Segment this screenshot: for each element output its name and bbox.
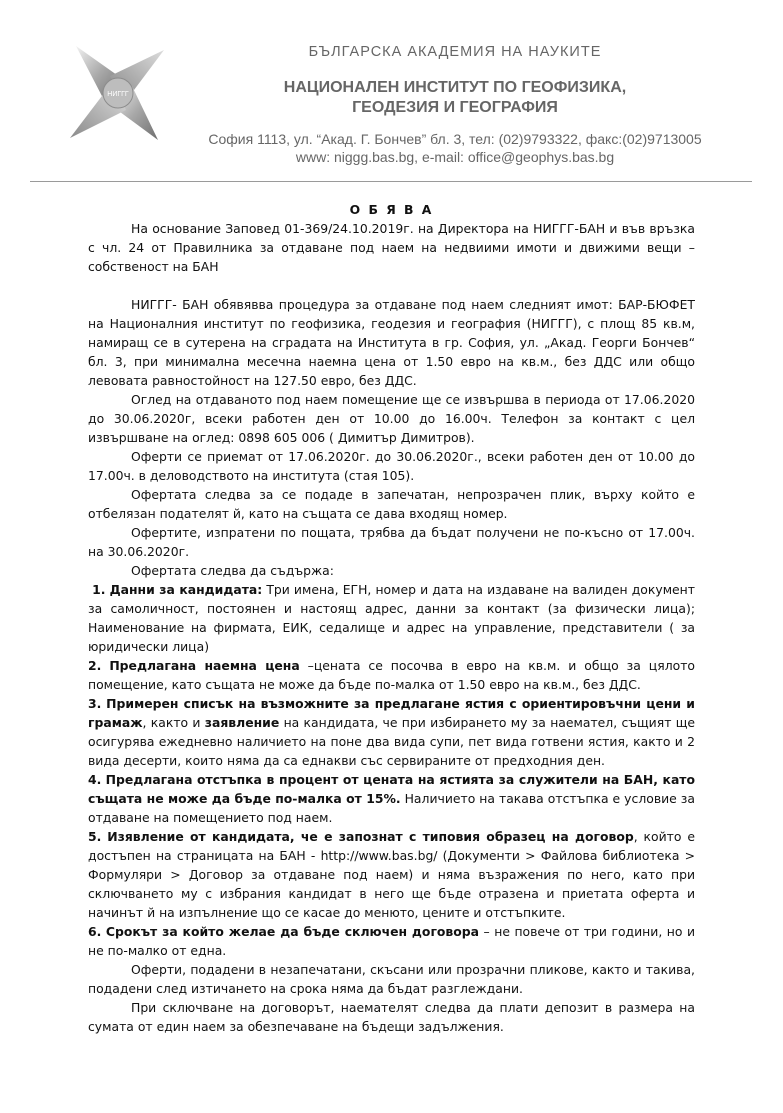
- institute-contacts: [170, 130, 740, 166]
- list-item-1-heading: Данни за кандидата:: [109, 582, 263, 597]
- list-item-3: [88, 694, 695, 770]
- announcement-body: [88, 200, 695, 1036]
- list-item-6: [88, 922, 695, 960]
- list-item-2: [88, 656, 695, 694]
- list-item-3-heading-2: заявление: [204, 715, 280, 730]
- list-item-4-text: Наличието на такава отстъпка е условие за отдаване на помещението под наем.: [88, 791, 695, 825]
- paragraph-envelope: Офертата следва за се подаде в запечатан, непрозрачен плик, върху който е отбелязан подателят й, като на същата се дава входящ номер.: [88, 487, 695, 521]
- list-item-6-heading: Срокът за който желае да бъде сключен договора: [105, 924, 480, 939]
- list-item-1-number: 1.: [92, 582, 106, 597]
- list-item-6-text: – не повече от три години, но и не по-малко от една.: [88, 924, 695, 958]
- list-item-5-text: , който е достъпен на страницата на БАН - http://www.bas.bg/ (Документи > Файлова библиотека > Формуляри > Договор за отдаване под наем) и няма възражения по него, като при сключването му с избрания кандидат в него ще бъде отразена и приетата оферта и начинът й на изпълнение що се касае до менюто, цените и отстъпките.: [88, 829, 695, 920]
- paragraph-intro: На основание Заповед 01-369/24.10.2019г. на Директора на НИГГГ-БАН и във връзка с чл. 24 от Правилника за отдаване под наем на недвиими имоти и движими вещи – собственост на БАН: [88, 221, 695, 274]
- paragraph-post: Офертите, изпратени по пощата, трябва да бъдат получени не по-късно от 17.00ч. на 30.06.2020г.: [88, 525, 695, 559]
- list-item-3-number: 3.: [88, 696, 102, 711]
- logo-text: НИГГГ: [107, 91, 129, 98]
- paragraph-viewing: Оглед на отдаваното под наем помещение ще се извършва в периода от 17.06.2020 до 30.06.2020г, всеки работен ден от 10.00 до 16.00ч. Телефон за контакт с цел извършване на оглед: 0898 605 006 ( Димитър Димитров).: [88, 392, 695, 445]
- list-item-5-number: 5.: [88, 829, 102, 844]
- institute-name-line2: ГЕОДЕЗИЯ И ГЕОГРАФИЯ: [352, 99, 558, 116]
- address-line: София 1113, ул. “Акад. Г. Бончев” бл. 3, тел: (02)9793322, факс:(02)9713005: [208, 131, 702, 147]
- institute-logo: [66, 42, 170, 144]
- web-email-line: www: niggg.bas.bg, e-mail: office@geophys.bas.bg: [295, 149, 615, 165]
- list-item-5: [88, 827, 695, 922]
- document-title: О Б Я В А: [349, 202, 434, 217]
- paragraph-offer-contents: Офертата следва да съдържа:: [131, 563, 334, 578]
- paragraph-offers-accepted: Оферти се приемат от 17.06.2020г. до 30.06.2020г., всеки работен ден от 10.00 до 17.00ч. в деловодството на института (стая 105).: [88, 449, 695, 483]
- list-item-1: [88, 580, 695, 656]
- list-item-2-heading: Предлагана наемна цена: [109, 658, 300, 673]
- academy-name: БЪЛГАРСКА АКАДЕМИЯ НА НАУКИТЕ: [308, 44, 602, 60]
- list-item-5-heading: Изявление от кандидата, че е запознат с типовия образец на договор: [107, 829, 634, 844]
- list-item-3-connector: , както и: [142, 715, 205, 730]
- spacer: [88, 276, 695, 295]
- list-item-4: [88, 770, 695, 827]
- paragraph-announcement: НИГГГ- БАН обявявва процедура за отдаване под наем следният имот: БАР-БЮФЕТ на Националния институт по геофизика, геодезия и география (НИГГГ), с площ 85 кв.м, намиращ се в сутерена на сградата на Института в гр. София, ул. „Акад. Георги Бончев“ бл. 3, при минимална месечна наемна цена от 1.50 евро на кв.м., без ДДС или общо левовата равностойност на 127.50 евро, без ДДС.: [88, 297, 695, 388]
- list-item-4-number: 4.: [88, 772, 102, 787]
- list-item-3-heading: Примерен списък на възможните за предлагане ястия с ориентировъчни цени и грамаж: [88, 696, 695, 730]
- list-item-4-heading: Предлагана отстъпка в процент от цената на ястията за служители на БАН, като същата не може да бъде по-малка от 15%.: [88, 772, 695, 806]
- institute-name: [170, 78, 740, 118]
- list-item-1-text: Три имена, ЕГН, номер и дата на издаване на валиден документ за самоличност, постоянен и настоящ адрес, данни за контакт (за физически лица); Наименование на фирмата, ЕИК, седалище и адрес на управление, представители ( за юридически лица): [88, 582, 695, 654]
- paragraph-invalid-offers: Оферти, подадени в незапечатани, скъсани или прозрачни пликове, както и такива, подадени след изтичането на срока няма да бъдат разглеждани.: [88, 962, 695, 996]
- list-item-3-text: на кандидата, че при избирането му за наемател, същият ще осигурява ежедневно наличието на поне два вида супи, пет вида готвени ястия, както и 2 вида десерти, които няма да са еднакви със сервираните от предходния ден.: [88, 715, 695, 768]
- paragraph-deposit: При сключване на договорът, наемателят следва да плати депозит в размера на сумата от един наем за обезпечаване на бъдещи задължения.: [88, 1000, 695, 1034]
- header-divider: [30, 181, 752, 182]
- list-item-6-number: 6.: [88, 924, 102, 939]
- institute-name-line1: НАЦИОНАЛЕН ИНСТИТУТ ПО ГЕОФИЗИКА,: [283, 79, 627, 96]
- list-item-2-text: –цената се посочва в евро на кв.м. и общо за цялото помещение, като същата не може да бъде по-малка от 1.50 евро на кв.м., без ДДС.: [88, 658, 695, 692]
- list-item-2-number: 2.: [88, 658, 102, 673]
